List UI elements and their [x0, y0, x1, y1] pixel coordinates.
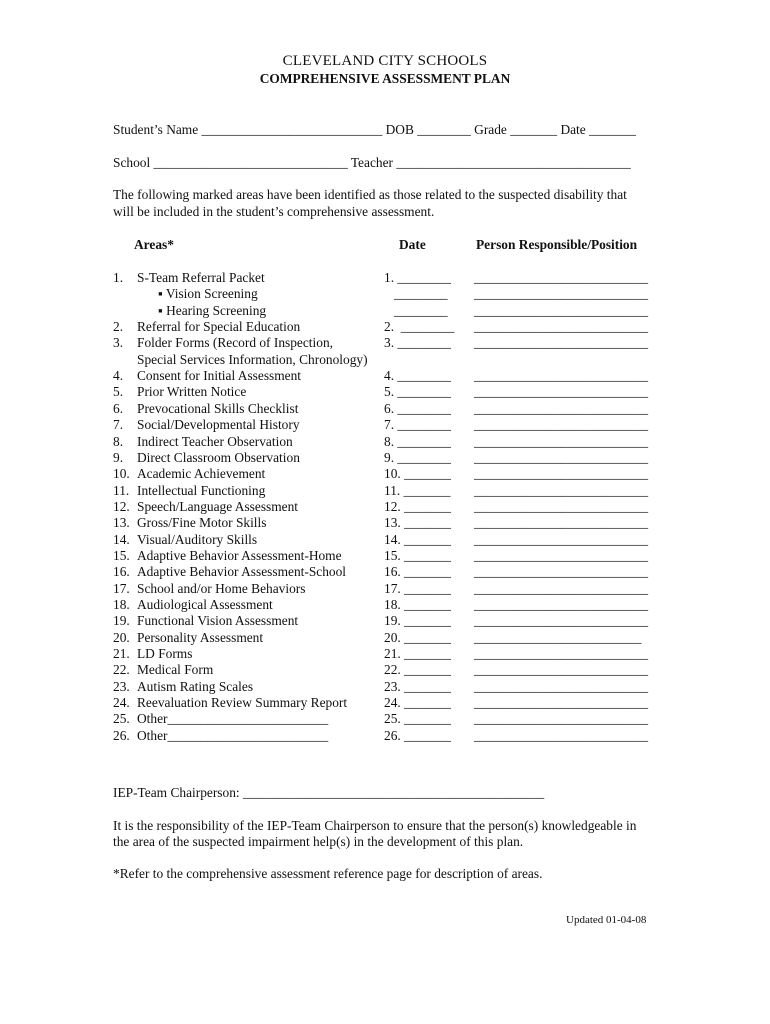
item-label: School and/or Home Behaviors	[137, 580, 306, 596]
column-header-areas: Areas*	[134, 237, 174, 252]
item-label: Academic Achievement	[137, 466, 266, 482]
item-number: 21.	[113, 646, 130, 662]
list-item	[0, 319, 770, 335]
sub-item-label: ▪ Vision Screening	[158, 286, 258, 302]
item-number: 17.	[113, 580, 130, 596]
item-number: 25.	[113, 711, 130, 727]
date-blank[interactable]: 2. ________	[384, 319, 455, 335]
responsibility-line-2: the area of the suspected impairment help(s) in the development of this plan.	[113, 834, 524, 849]
list-item	[0, 434, 770, 450]
list-item	[0, 352, 770, 368]
item-number: 22.	[113, 662, 130, 678]
item-label: Social/Developmental History	[137, 417, 300, 433]
date-blank[interactable]: 17. _______	[384, 580, 451, 596]
list-item	[0, 401, 770, 417]
item-label: Other________________________	[137, 727, 329, 743]
person-responsible-blank[interactable]: __________________________	[474, 580, 649, 596]
item-label: Personality Assessment	[137, 629, 264, 645]
item-label: LD Forms	[137, 646, 193, 662]
responsibility-line-1: It is the responsibility of the IEP-Team Chairperson to ensure that the person(s) knowledgeable in	[113, 818, 637, 833]
item-number: 1.	[113, 270, 124, 285]
list-item	[0, 335, 770, 351]
item-label: Autism Rating Scales	[137, 678, 254, 694]
date-blank[interactable]: 23. _______	[384, 678, 451, 694]
date-blank[interactable]: 19. _______	[384, 613, 451, 629]
item-number: 15.	[113, 547, 130, 563]
column-header-date: Date	[399, 237, 426, 252]
list-item	[0, 564, 770, 580]
list-item	[0, 646, 770, 662]
item-number: 7.	[113, 417, 124, 433]
item-label: Adaptive Behavior Assessment-School	[137, 564, 347, 580]
person-responsible-blank[interactable]: __________________________	[474, 400, 649, 416]
person-responsible-blank[interactable]: __________________________	[474, 727, 649, 743]
item-label: Gross/Fine Motor Skills	[137, 515, 267, 531]
person-responsible-blank[interactable]: __________________________	[474, 433, 649, 449]
list-item	[0, 450, 770, 466]
person-responsible-blank[interactable]: __________________________	[474, 695, 649, 711]
item-label: Special Services Information, Chronology)	[137, 351, 368, 367]
date-blank[interactable]: 10. _______	[384, 466, 451, 482]
list-item	[0, 548, 770, 564]
person-responsible-blank[interactable]: __________________________	[474, 564, 649, 580]
person-responsible-blank[interactable]: __________________________	[474, 368, 649, 384]
item-label: Speech/Language Assessment	[137, 498, 299, 514]
person-responsible-blank[interactable]: __________________________	[474, 482, 649, 498]
date-blank[interactable]: 25. _______	[384, 711, 451, 727]
item-label: Other________________________	[137, 711, 329, 727]
item-label: Functional Vision Assessment	[137, 613, 299, 629]
item-number: 12.	[113, 498, 130, 514]
person-responsible-blank[interactable]: __________________________	[474, 613, 649, 629]
item-number: 8.	[113, 433, 124, 449]
list-item	[0, 286, 770, 302]
item-label: Referral for Special Education	[137, 319, 301, 335]
item-number: 18.	[113, 597, 130, 612]
list-item	[0, 597, 770, 613]
date-blank[interactable]: 1. ________	[384, 270, 451, 285]
person-responsible-blank[interactable]: __________________________	[474, 678, 649, 694]
list-item	[0, 417, 770, 433]
list-item	[0, 303, 770, 319]
person-responsible-blank[interactable]: __________________________	[474, 498, 649, 514]
person-responsible-blank[interactable]: __________________________	[474, 384, 649, 400]
intro-line-2: will be included in the student’s comprehensive assessment.	[113, 204, 435, 219]
item-label: Adaptive Behavior Assessment-Home	[137, 547, 342, 563]
item-label: Intellectual Functioning	[137, 482, 266, 498]
form-title: COMPREHENSIVE ASSESSMENT PLAN	[259, 71, 511, 86]
person-responsible-blank[interactable]: __________________________	[474, 466, 649, 482]
date-blank[interactable]: 18. _______	[384, 597, 451, 612]
date-blank[interactable]: 16. _______	[384, 564, 451, 580]
item-number: 5.	[113, 384, 124, 400]
date-blank[interactable]: ________	[384, 302, 448, 318]
school-teacher-line: School _____________________________ Teacher ___________________________________	[113, 155, 631, 170]
person-responsible-blank[interactable]: __________________________	[474, 662, 649, 678]
date-blank[interactable]: 11. _______	[384, 482, 451, 498]
item-number: 9.	[113, 449, 124, 465]
item-label: Direct Classroom Observation	[137, 449, 300, 465]
date-blank[interactable]: 3. ________	[384, 335, 451, 351]
person-responsible-blank[interactable]: __________________________	[474, 449, 649, 465]
list-item	[0, 662, 770, 678]
list-item	[0, 466, 770, 482]
date-blank[interactable]: 5. ________	[384, 384, 451, 400]
date-blank[interactable]: 20. _______	[384, 629, 451, 645]
item-label: Consent for Initial Assessment	[137, 368, 302, 384]
list-item	[0, 695, 770, 711]
person-responsible-blank[interactable]: __________________________	[474, 547, 649, 563]
item-label: Reevaluation Review Summary Report	[137, 695, 348, 711]
person-responsible-blank[interactable]: __________________________	[474, 302, 649, 318]
person-responsible-blank[interactable]: __________________________	[474, 531, 649, 547]
date-blank[interactable]: 26. _______	[384, 727, 451, 743]
item-label: Folder Forms (Record of Inspection,	[137, 335, 333, 351]
item-number: 3.	[113, 335, 124, 351]
item-number: 6.	[113, 400, 124, 416]
list-item	[0, 532, 770, 548]
date-blank[interactable]: 7. ________	[384, 417, 451, 433]
list-item	[0, 613, 770, 629]
date-blank[interactable]: 13. _______	[384, 515, 451, 531]
item-number: 2.	[113, 319, 124, 335]
item-label: Prevocational Skills Checklist	[137, 400, 299, 416]
list-item	[0, 630, 770, 646]
date-blank[interactable]: 21. _______	[384, 646, 451, 662]
item-number: 26.	[113, 727, 130, 743]
item-label: Audiological Assessment	[137, 597, 273, 612]
student-info-line: Student’s Name ___________________________ DOB ________ Grade _______ Date _______	[113, 122, 636, 137]
item-number: 24.	[113, 695, 130, 711]
item-number: 23.	[113, 678, 130, 694]
date-blank[interactable]: 15. _______	[384, 547, 451, 563]
item-label: S-Team Referral Packet	[137, 270, 265, 285]
item-number: 13.	[113, 515, 130, 531]
date-blank[interactable]: 14. _______	[384, 531, 451, 547]
reference-note: *Refer to the comprehensive assessment reference page for description of areas.	[113, 866, 543, 881]
item-number: 4.	[113, 368, 124, 384]
person-responsible-blank[interactable]: __________________________	[474, 417, 649, 433]
person-responsible-blank[interactable]: __________________________	[474, 711, 649, 727]
list-item	[0, 270, 770, 286]
list-item	[0, 499, 770, 515]
person-responsible-blank[interactable]: __________________________	[474, 515, 649, 531]
updated-date: Updated 01-04-08	[566, 914, 647, 926]
date-blank[interactable]: 12. _______	[384, 498, 451, 514]
item-label: Indirect Teacher Observation	[137, 433, 293, 449]
district-title: CLEVELAND CITY SCHOOLS	[282, 53, 488, 69]
item-number: 16.	[113, 564, 130, 580]
list-item	[0, 711, 770, 727]
list-item	[0, 515, 770, 531]
person-responsible-blank[interactable]: _________________________	[474, 629, 642, 645]
date-blank[interactable]: 6. ________	[384, 400, 451, 416]
item-label: Visual/Auditory Skills	[137, 531, 258, 547]
item-label: Medical Form	[137, 662, 214, 678]
item-number: 10.	[113, 466, 130, 482]
list-item	[0, 728, 770, 744]
item-number: 20.	[113, 629, 130, 645]
date-blank[interactable]: 8. ________	[384, 433, 451, 449]
chairperson-line: IEP-Team Chairperson: _____________________________________________	[113, 785, 545, 800]
list-item	[0, 581, 770, 597]
date-blank[interactable]: 4. ________	[384, 368, 451, 384]
list-item	[0, 368, 770, 384]
item-number: 11.	[113, 482, 130, 498]
person-responsible-blank[interactable]: __________________________	[474, 319, 649, 335]
person-responsible-blank[interactable]: __________________________	[474, 646, 649, 662]
person-responsible-blank[interactable]: __________________________	[474, 270, 649, 285]
column-header-person: Person Responsible/Position	[476, 237, 638, 252]
list-item	[0, 483, 770, 499]
person-responsible-blank[interactable]: __________________________	[474, 597, 649, 612]
date-blank[interactable]: 24. _______	[384, 695, 451, 711]
list-item	[0, 679, 770, 695]
date-blank[interactable]: ________	[384, 286, 448, 302]
item-label: Prior Written Notice	[137, 384, 247, 400]
sub-item-label: ▪ Hearing Screening	[158, 302, 267, 318]
date-blank[interactable]: 22. _______	[384, 662, 451, 678]
list-item	[0, 384, 770, 400]
intro-line-1: The following marked areas have been identified as those related to the suspected disability that	[113, 187, 627, 202]
person-responsible-blank[interactable]: __________________________	[474, 286, 649, 302]
item-number: 19.	[113, 613, 130, 629]
item-number: 14.	[113, 531, 130, 547]
person-responsible-blank[interactable]: __________________________	[474, 335, 649, 351]
date-blank[interactable]: 9. ________	[384, 449, 451, 465]
